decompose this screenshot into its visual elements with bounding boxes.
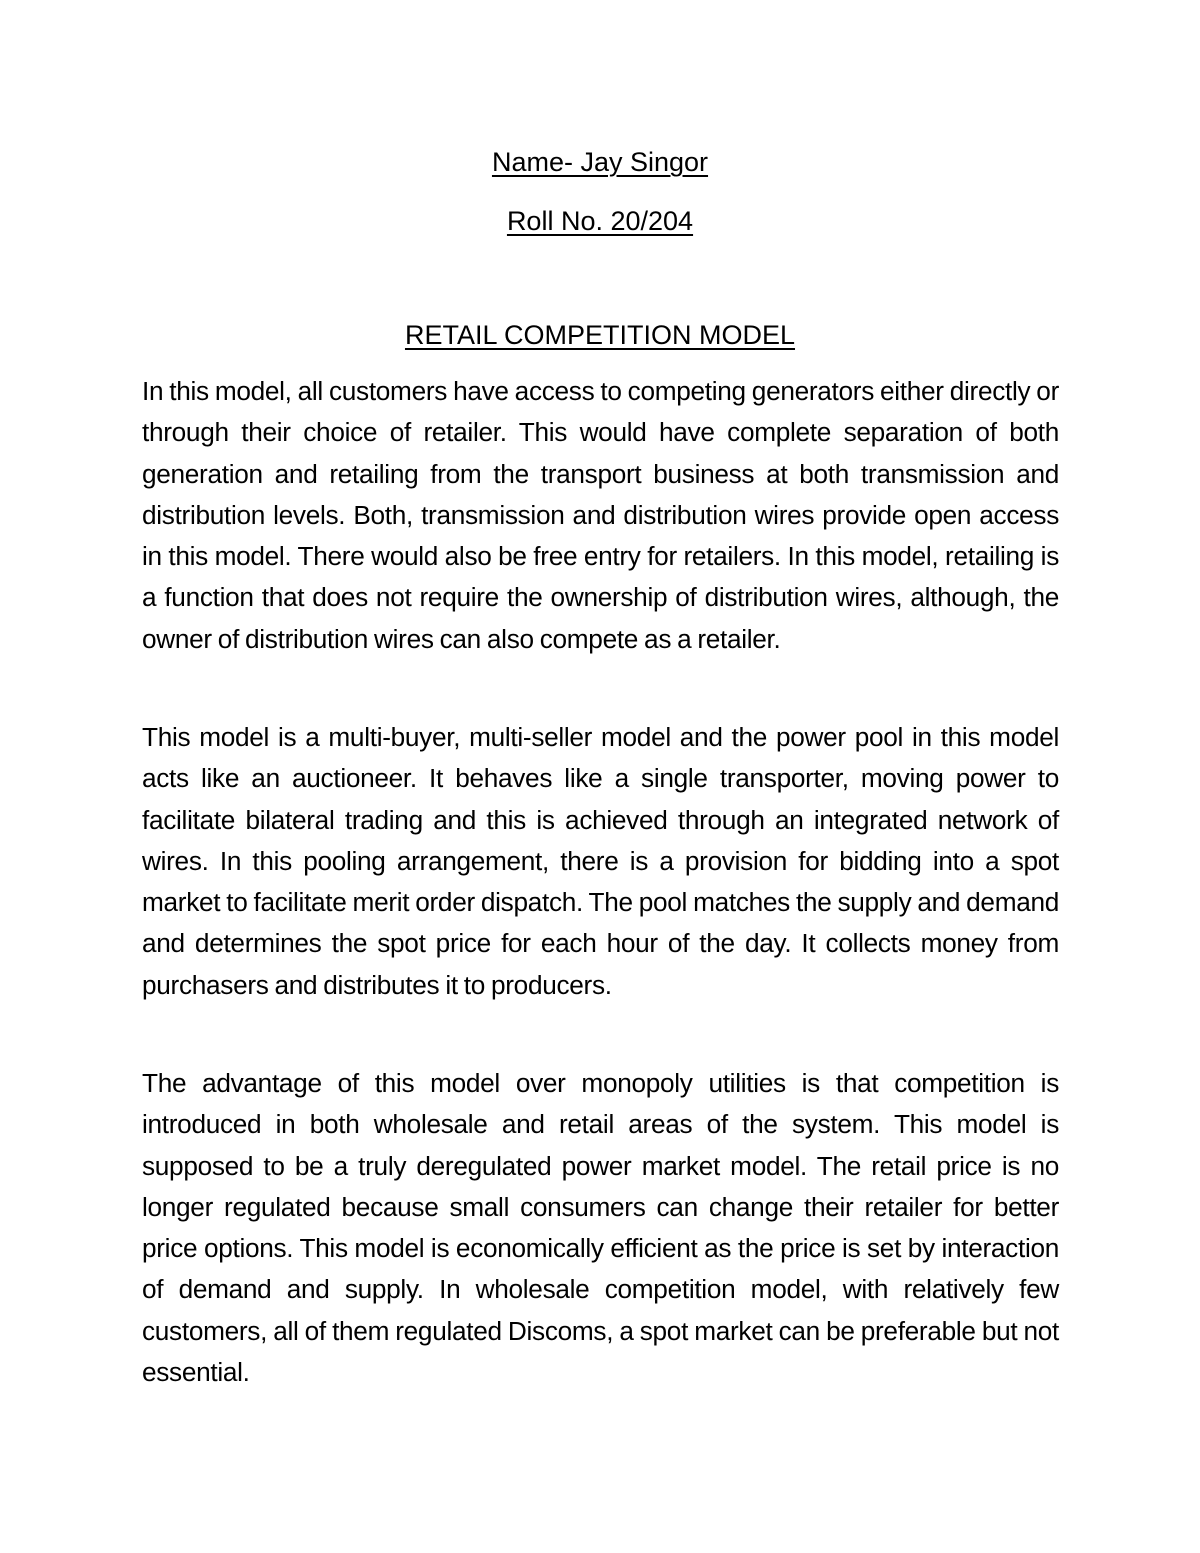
paragraph-2: This model is a multi-buyer, multi-seller model and the power pool in this model acts like an auctioneer. It behaves like a single transporter, moving power to facilitate bilateral trading and this is achieved through an integrated network of wires. In this pooling arrangement, there is a provision for bidding into a spot market to facilitate merit order dispatch. The pool matches the supply and demand and determines the spot price for each hour of the day. It collects money from purchasers and distributes it to producers. [142, 722, 1059, 1000]
page-title: RETAIL COMPETITION MODEL [404, 320, 796, 350]
paragraph-1: In this model, all customers have access to competing generators either directly or through their choice of retailer. This would have complete separation of both generation and retailing from the transport business at both transmission and distribution levels. Both, transmission and distribution wires provide open access in this model. There would also be free entry for retailers. In this model, retailing is a function that does not require the ownership of distribution wires, although, the owner of distribution wires can also compete as a retailer. [142, 376, 1059, 654]
paragraph-3: The advantage of this model over monopoly utilities is that competition is introduced in both wholesale and retail areas of the system. This model is supposed to be a truly deregulated power market model. The retail price is no longer regulated because small consumers can change their retailer for better price options. This model is economically efficient as the price is set by interaction of demand and supply. In wholesale competition model, with relatively few customers, all of them regulated Discoms, a spot market can be preferable but not essential. [142, 1068, 1059, 1388]
name-heading: Name- Jay Singor [491, 147, 709, 177]
roll-number-heading: Roll No. 20/204 [506, 206, 694, 236]
